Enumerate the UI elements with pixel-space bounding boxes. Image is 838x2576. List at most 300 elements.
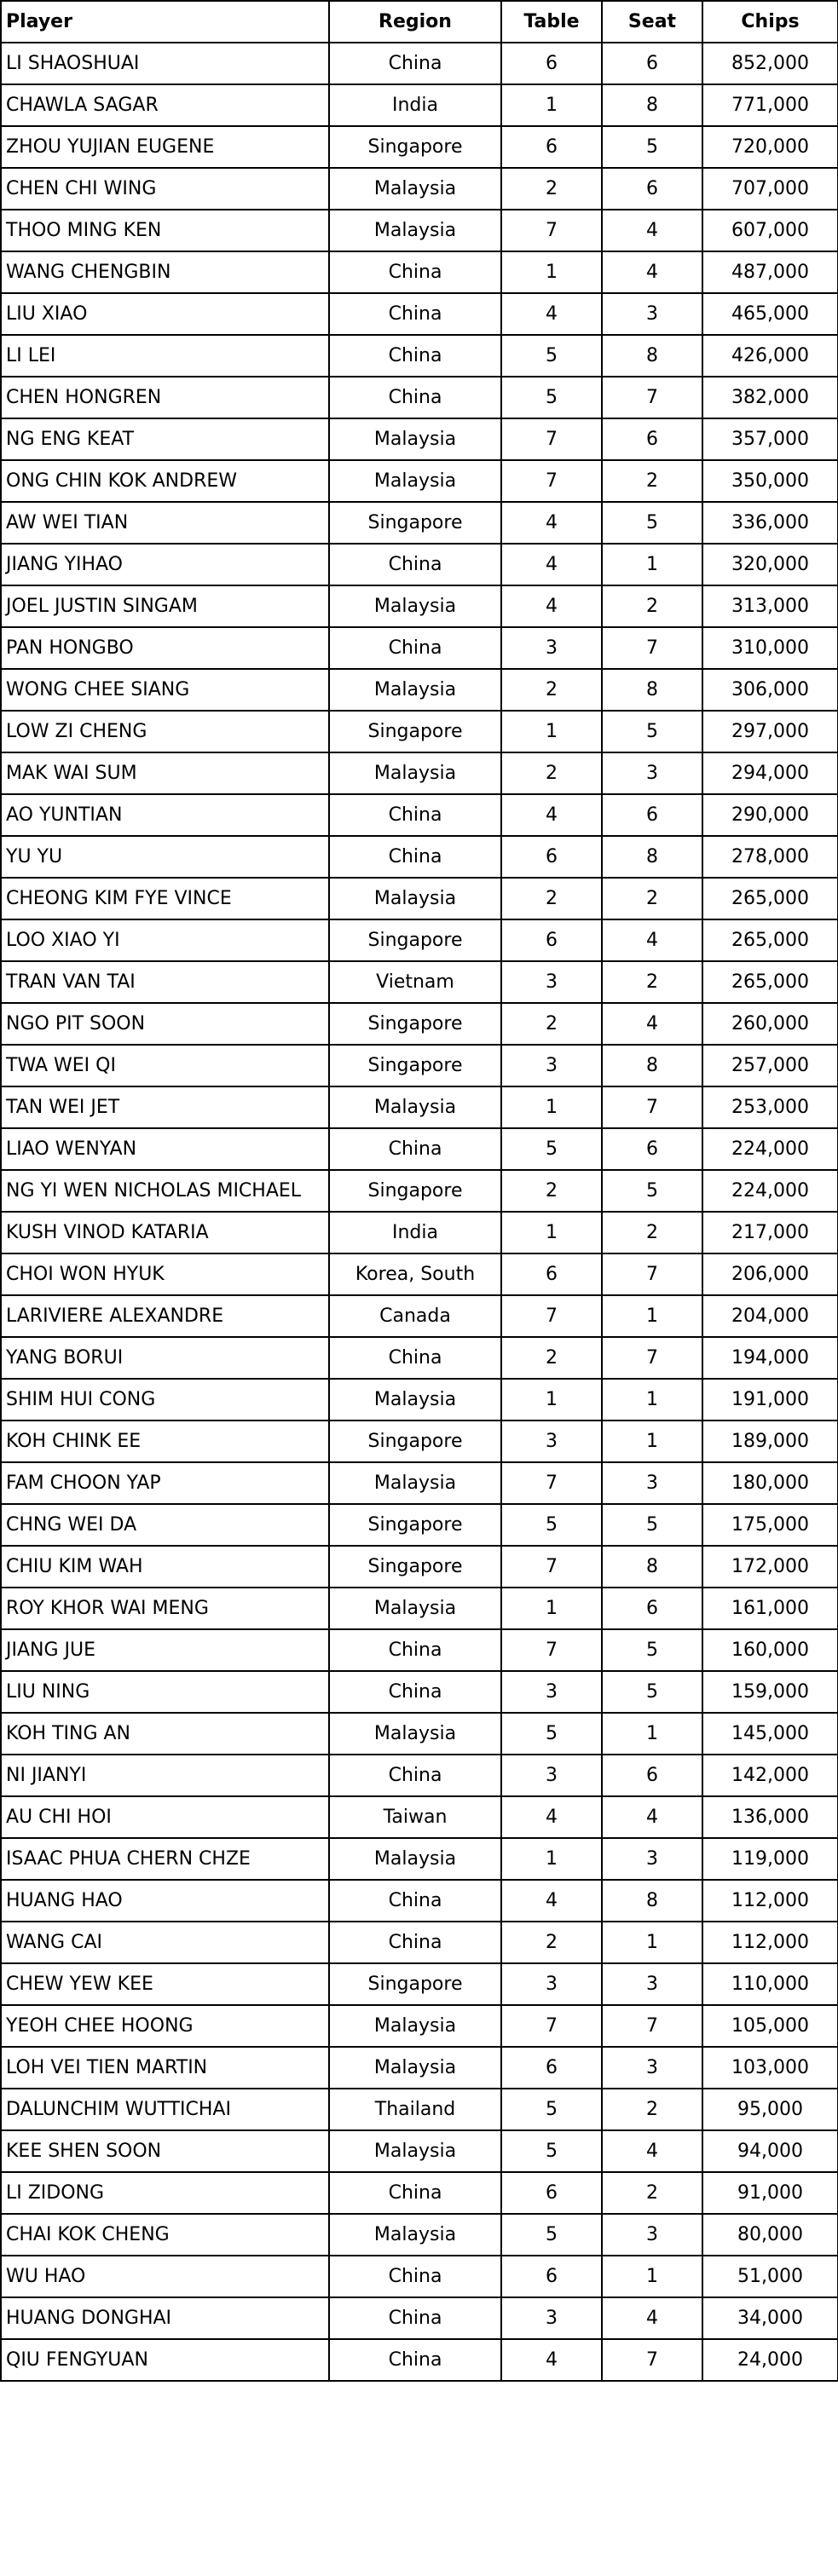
table-row [1, 43, 838, 84]
table-number: 2 [501, 752, 602, 794]
seat-number: 7 [602, 2339, 702, 2381]
seat-number: 5 [602, 1170, 702, 1212]
header-table: Table [501, 1, 602, 43]
table-number: 7 [501, 2005, 602, 2047]
player-name: LIU XIAO [1, 293, 329, 335]
table-row [1, 1421, 838, 1462]
seat-number: 3 [602, 1838, 702, 1880]
table-row [1, 1880, 838, 1922]
table-row [1, 669, 838, 711]
player-name: JIANG JUE [1, 1629, 329, 1671]
player-name: WU HAO [1, 2256, 329, 2297]
chip-count: 24,000 [702, 2339, 838, 2381]
table-row [1, 168, 838, 210]
table-row [1, 2089, 838, 2130]
chip-count: 382,000 [702, 377, 838, 418]
table-number: 7 [501, 1295, 602, 1337]
player-region: China [329, 1337, 501, 1379]
chip-count: 194,000 [702, 1337, 838, 1379]
table-row [1, 1838, 838, 1880]
table-number: 4 [501, 1880, 602, 1922]
table-number: 2 [501, 1337, 602, 1379]
player-region: India [329, 84, 501, 126]
table-row [1, 2172, 838, 2214]
player-name: KOH CHINK EE [1, 1421, 329, 1462]
table-row [1, 377, 838, 418]
seat-number: 6 [602, 418, 702, 460]
seat-number: 2 [602, 460, 702, 502]
player-region: India [329, 1212, 501, 1253]
header-row [1, 1, 838, 43]
chip-count: 350,000 [702, 460, 838, 502]
player-name: HUANG DONGHAI [1, 2297, 329, 2339]
chip-count: 290,000 [702, 794, 838, 836]
player-name: CHAWLA SAGAR [1, 84, 329, 126]
table-row [1, 1212, 838, 1253]
table-number: 6 [501, 2172, 602, 2214]
chip-count: 278,000 [702, 836, 838, 878]
player-name: LOW ZI CHENG [1, 711, 329, 752]
table-number: 5 [501, 2089, 602, 2130]
table-number: 1 [501, 1379, 602, 1421]
table-row [1, 418, 838, 460]
table-row [1, 1086, 838, 1128]
chip-count: 426,000 [702, 335, 838, 377]
seat-number: 2 [602, 878, 702, 919]
table-number: 4 [501, 293, 602, 335]
seat-number: 1 [602, 1421, 702, 1462]
table-row [1, 251, 838, 293]
seat-number: 4 [602, 919, 702, 961]
table-row [1, 210, 838, 251]
table-number: 5 [501, 335, 602, 377]
table-number: 1 [501, 1086, 602, 1128]
table-number: 4 [501, 502, 602, 544]
seat-number: 6 [602, 168, 702, 210]
player-name: SHIM HUI CONG [1, 1379, 329, 1421]
player-region: Singapore [329, 1421, 501, 1462]
player-region: Singapore [329, 1963, 501, 2005]
player-name: YU YU [1, 836, 329, 878]
player-region: Singapore [329, 126, 501, 168]
seat-number: 2 [602, 585, 702, 627]
player-region: Malaysia [329, 878, 501, 919]
table-number: 3 [501, 1045, 602, 1086]
table-number: 6 [501, 1253, 602, 1295]
player-region: Malaysia [329, 1838, 501, 1880]
header-region: Region [329, 1, 501, 43]
player-name: TAN WEI JET [1, 1086, 329, 1128]
seat-number: 5 [602, 502, 702, 544]
player-region: Singapore [329, 502, 501, 544]
player-region: Canada [329, 1295, 501, 1337]
chip-count: 357,000 [702, 418, 838, 460]
player-region: China [329, 836, 501, 878]
table-row [1, 502, 838, 544]
chip-count: 110,000 [702, 1963, 838, 2005]
seat-number: 2 [602, 2089, 702, 2130]
table-number: 4 [501, 794, 602, 836]
table-number: 2 [501, 1170, 602, 1212]
chip-count: 487,000 [702, 251, 838, 293]
seat-number: 6 [602, 794, 702, 836]
seat-number: 7 [602, 2005, 702, 2047]
player-region: Singapore [329, 1003, 501, 1045]
table-number: 4 [501, 1796, 602, 1838]
table-row [1, 460, 838, 502]
player-name: CHAI KOK CHENG [1, 2214, 329, 2256]
seat-number: 4 [602, 1796, 702, 1838]
player-name: TWA WEI QI [1, 1045, 329, 1086]
chip-count: 313,000 [702, 585, 838, 627]
table-row [1, 1963, 838, 2005]
player-name: AO YUNTIAN [1, 794, 329, 836]
table-row [1, 1629, 838, 1671]
player-name: ONG CHIN KOK ANDREW [1, 460, 329, 502]
player-region: China [329, 2339, 501, 2381]
table-number: 7 [501, 1629, 602, 1671]
table-number: 1 [501, 1588, 602, 1629]
chip-count: 294,000 [702, 752, 838, 794]
player-name: TRAN VAN TAI [1, 961, 329, 1003]
player-region: Malaysia [329, 585, 501, 627]
chip-count: 172,000 [702, 1546, 838, 1588]
chip-count: 112,000 [702, 1880, 838, 1922]
table-number: 1 [501, 711, 602, 752]
player-name: CHEONG KIM FYE VINCE [1, 878, 329, 919]
seat-number: 8 [602, 84, 702, 126]
table-row [1, 2297, 838, 2339]
chip-count: 191,000 [702, 1379, 838, 1421]
seat-number: 3 [602, 2047, 702, 2089]
chip-count: 119,000 [702, 1838, 838, 1880]
player-region: China [329, 627, 501, 669]
table-row [1, 1546, 838, 1588]
player-region: Singapore [329, 1546, 501, 1588]
table-number: 3 [501, 1671, 602, 1713]
player-region: China [329, 293, 501, 335]
chip-count: 34,000 [702, 2297, 838, 2339]
player-region: Malaysia [329, 1462, 501, 1504]
player-region: Malaysia [329, 1379, 501, 1421]
table-row [1, 711, 838, 752]
player-region: Malaysia [329, 210, 501, 251]
player-region: China [329, 2256, 501, 2297]
table-row [1, 919, 838, 961]
player-region: Malaysia [329, 2005, 501, 2047]
seat-number: 8 [602, 1546, 702, 1588]
player-name: KEE SHEN SOON [1, 2130, 329, 2172]
player-name: LIAO WENYAN [1, 1128, 329, 1170]
player-region: China [329, 1128, 501, 1170]
chip-count: 707,000 [702, 168, 838, 210]
player-region: Singapore [329, 1504, 501, 1546]
chip-count: 224,000 [702, 1128, 838, 1170]
player-name: NI JIANYI [1, 1755, 329, 1796]
player-name: CHEN CHI WING [1, 168, 329, 210]
table-row [1, 1713, 838, 1755]
chip-count: 95,000 [702, 2089, 838, 2130]
player-region: Singapore [329, 711, 501, 752]
table-number: 7 [501, 460, 602, 502]
player-region: Taiwan [329, 1796, 501, 1838]
player-name: LARIVIERE ALEXANDRE [1, 1295, 329, 1337]
table-body [1, 43, 838, 2381]
table-number: 5 [501, 377, 602, 418]
player-name: YANG BORUI [1, 1337, 329, 1379]
chip-count: 306,000 [702, 669, 838, 711]
table-row [1, 1003, 838, 1045]
player-name: NG YI WEN NICHOLAS MICHAEL [1, 1170, 329, 1212]
chip-count: 607,000 [702, 210, 838, 251]
chip-count: 465,000 [702, 293, 838, 335]
chip-count: 136,000 [702, 1796, 838, 1838]
player-region: China [329, 1629, 501, 1671]
table-row [1, 836, 838, 878]
player-region: China [329, 335, 501, 377]
seat-number: 8 [602, 1045, 702, 1086]
seat-number: 5 [602, 1629, 702, 1671]
seat-number: 2 [602, 2172, 702, 2214]
table-row [1, 544, 838, 585]
table-number: 6 [501, 126, 602, 168]
table-number: 7 [501, 1462, 602, 1504]
chip-count: 265,000 [702, 878, 838, 919]
player-region: China [329, 1880, 501, 1922]
seat-number: 1 [602, 1295, 702, 1337]
table-row [1, 1170, 838, 1212]
player-region: China [329, 43, 501, 84]
table-number: 3 [501, 1421, 602, 1462]
table-row [1, 335, 838, 377]
table-row [1, 1755, 838, 1796]
seat-number: 8 [602, 1880, 702, 1922]
player-name: CHNG WEI DA [1, 1504, 329, 1546]
table-number: 2 [501, 669, 602, 711]
player-name: AW WEI TIAN [1, 502, 329, 544]
table-number: 3 [501, 1755, 602, 1796]
chip-count: 189,000 [702, 1421, 838, 1462]
player-name: AU CHI HOI [1, 1796, 329, 1838]
player-name: JIANG YIHAO [1, 544, 329, 585]
seat-number: 8 [602, 836, 702, 878]
table-row [1, 1588, 838, 1629]
player-region: Malaysia [329, 1086, 501, 1128]
player-name: MAK WAI SUM [1, 752, 329, 794]
table-number: 6 [501, 919, 602, 961]
table-number: 1 [501, 84, 602, 126]
seat-number: 8 [602, 669, 702, 711]
seat-number: 6 [602, 1588, 702, 1629]
seat-number: 4 [602, 1003, 702, 1045]
player-region: China [329, 1755, 501, 1796]
player-region: Malaysia [329, 752, 501, 794]
chip-count: 112,000 [702, 1922, 838, 1963]
player-name: WONG CHEE SIANG [1, 669, 329, 711]
table-number: 6 [501, 836, 602, 878]
chip-count: 105,000 [702, 2005, 838, 2047]
table-number: 4 [501, 544, 602, 585]
chip-count: 175,000 [702, 1504, 838, 1546]
table-row [1, 878, 838, 919]
chip-count: 91,000 [702, 2172, 838, 2214]
player-name: LI LEI [1, 335, 329, 377]
player-region: Malaysia [329, 168, 501, 210]
player-name: QIU FENGYUAN [1, 2339, 329, 2381]
header-player: Player [1, 1, 329, 43]
seat-number: 2 [602, 1212, 702, 1253]
player-region: Singapore [329, 919, 501, 961]
table-number: 7 [501, 210, 602, 251]
player-region: China [329, 251, 501, 293]
table-row [1, 585, 838, 627]
table-row [1, 752, 838, 794]
chip-count: 852,000 [702, 43, 838, 84]
seat-number: 7 [602, 1253, 702, 1295]
chip-count: 206,000 [702, 1253, 838, 1295]
table-number: 6 [501, 43, 602, 84]
chip-count: 257,000 [702, 1045, 838, 1086]
seat-number: 8 [602, 335, 702, 377]
player-name: LIU NING [1, 1671, 329, 1713]
chip-count: 180,000 [702, 1462, 838, 1504]
seat-number: 7 [602, 627, 702, 669]
player-name: CHOI WON HYUK [1, 1253, 329, 1295]
player-name: KOH TING AN [1, 1713, 329, 1755]
table-header [1, 1, 838, 43]
player-name: PAN HONGBO [1, 627, 329, 669]
seat-number: 2 [602, 961, 702, 1003]
seat-number: 3 [602, 2214, 702, 2256]
player-name: LOO XIAO YI [1, 919, 329, 961]
table-number: 2 [501, 878, 602, 919]
player-region: China [329, 1671, 501, 1713]
seat-number: 4 [602, 251, 702, 293]
table-number: 4 [501, 2339, 602, 2381]
seat-number: 3 [602, 293, 702, 335]
table-number: 2 [501, 1922, 602, 1963]
table-row [1, 2047, 838, 2089]
seat-number: 7 [602, 377, 702, 418]
player-region: China [329, 1922, 501, 1963]
player-name: DALUNCHIM WUTTICHAI [1, 2089, 329, 2130]
player-region: China [329, 544, 501, 585]
player-name: HUANG HAO [1, 1880, 329, 1922]
table-row [1, 293, 838, 335]
table-row [1, 126, 838, 168]
table-row [1, 627, 838, 669]
table-number: 3 [501, 1963, 602, 2005]
chip-count: 51,000 [702, 2256, 838, 2297]
table-row [1, 1671, 838, 1713]
table-row [1, 1462, 838, 1504]
chip-count: 204,000 [702, 1295, 838, 1337]
player-name: JOEL JUSTIN SINGAM [1, 585, 329, 627]
player-region: Malaysia [329, 418, 501, 460]
chip-count: 310,000 [702, 627, 838, 669]
player-region: Malaysia [329, 2047, 501, 2089]
header-seat: Seat [602, 1, 702, 43]
table-row [1, 2256, 838, 2297]
table-number: 5 [501, 2130, 602, 2172]
seat-number: 5 [602, 126, 702, 168]
table-row [1, 1295, 838, 1337]
player-region: China [329, 794, 501, 836]
table-row [1, 1796, 838, 1838]
player-name: ISAAC PHUA CHERN CHZE [1, 1838, 329, 1880]
chip-count: 265,000 [702, 919, 838, 961]
player-name: NGO PIT SOON [1, 1003, 329, 1045]
player-region: Vietnam [329, 961, 501, 1003]
player-name: ZHOU YUJIAN EUGENE [1, 126, 329, 168]
seat-number: 5 [602, 711, 702, 752]
table-row [1, 1128, 838, 1170]
seat-number: 1 [602, 1713, 702, 1755]
table-number: 2 [501, 168, 602, 210]
player-region: China [329, 2172, 501, 2214]
header-chips: Chips [702, 1, 838, 43]
player-region: Thailand [329, 2089, 501, 2130]
player-name: ROY KHOR WAI MENG [1, 1588, 329, 1629]
seat-number: 1 [602, 544, 702, 585]
chip-count: 142,000 [702, 1755, 838, 1796]
player-region: Malaysia [329, 2130, 501, 2172]
player-name: KUSH VINOD KATARIA [1, 1212, 329, 1253]
player-region: China [329, 2297, 501, 2339]
table-row [1, 794, 838, 836]
table-number: 3 [501, 627, 602, 669]
seat-number: 3 [602, 1963, 702, 2005]
chip-count: 217,000 [702, 1212, 838, 1253]
table-row [1, 1045, 838, 1086]
table-number: 4 [501, 585, 602, 627]
table-number: 3 [501, 961, 602, 1003]
chip-count: 720,000 [702, 126, 838, 168]
player-name: FAM CHOON YAP [1, 1462, 329, 1504]
player-region: Malaysia [329, 460, 501, 502]
seat-number: 1 [602, 1922, 702, 1963]
table-number: 5 [501, 1713, 602, 1755]
player-name: CHIU KIM WAH [1, 1546, 329, 1588]
player-name: THOO MING KEN [1, 210, 329, 251]
chip-count: 336,000 [702, 502, 838, 544]
seat-number: 6 [602, 1128, 702, 1170]
table-number: 1 [501, 1838, 602, 1880]
seat-number: 3 [602, 752, 702, 794]
seat-number: 6 [602, 43, 702, 84]
player-name: NG ENG KEAT [1, 418, 329, 460]
table-row [1, 2339, 838, 2381]
table-row [1, 2005, 838, 2047]
table-row [1, 961, 838, 1003]
chip-count: 94,000 [702, 2130, 838, 2172]
seat-number: 4 [602, 2130, 702, 2172]
table-number: 5 [501, 2214, 602, 2256]
chip-count: 224,000 [702, 1170, 838, 1212]
player-name: LI ZIDONG [1, 2172, 329, 2214]
seat-number: 1 [602, 1379, 702, 1421]
chip-count: 161,000 [702, 1588, 838, 1629]
player-region: Malaysia [329, 1713, 501, 1755]
table-number: 1 [501, 251, 602, 293]
table-number: 6 [501, 2047, 602, 2089]
chip-count: 253,000 [702, 1086, 838, 1128]
table-number: 3 [501, 2297, 602, 2339]
table-number: 7 [501, 1546, 602, 1588]
seat-number: 5 [602, 1504, 702, 1546]
player-name: CHEW YEW KEE [1, 1963, 329, 2005]
player-name: LOH VEI TIEN MARTIN [1, 2047, 329, 2089]
